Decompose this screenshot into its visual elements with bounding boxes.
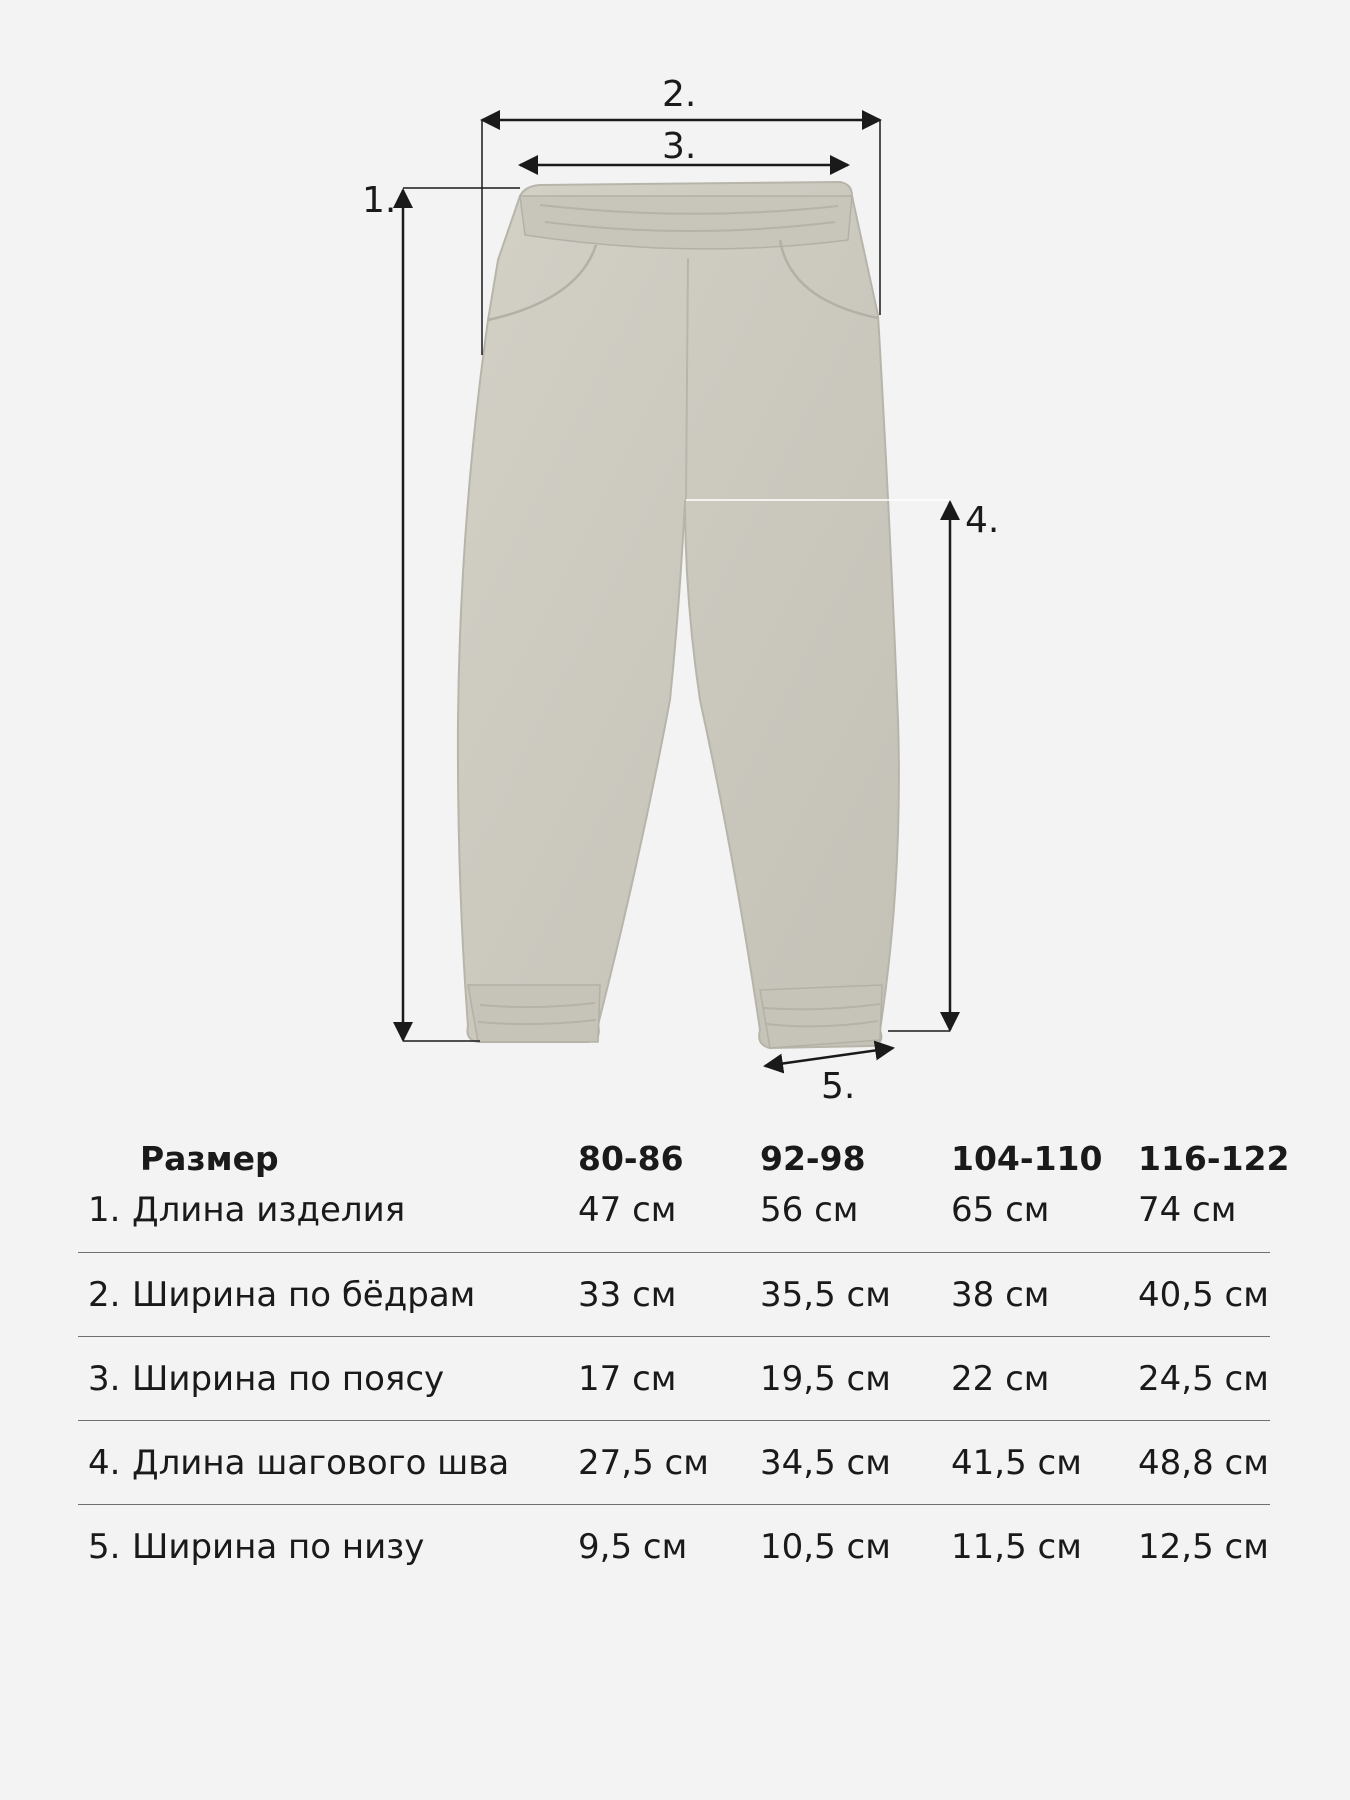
row-label	[78, 1337, 578, 1421]
row-label-text: Ширина по низу	[132, 1526, 425, 1567]
row-number: 3.	[88, 1358, 121, 1399]
measure-hem-line	[765, 1048, 893, 1066]
table-cell: 11,5 см	[951, 1505, 1138, 1589]
table-row	[78, 1505, 1270, 1589]
table-cell: 38 см	[951, 1253, 1138, 1337]
marker-3-label: 3.	[662, 126, 697, 167]
row-label-text: Ширина по поясу	[132, 1358, 445, 1399]
table-cell: 74 см	[1138, 1190, 1237, 1230]
table-row	[78, 1337, 1270, 1421]
row-label	[78, 1505, 578, 1589]
size-header-col: 104-110	[951, 1138, 1103, 1178]
size-header-col: 80-86	[578, 1138, 684, 1178]
table-cell: 41,5 см	[951, 1421, 1138, 1505]
table-cell: 34,5 см	[760, 1421, 951, 1505]
marker-2-label: 2.	[662, 74, 697, 115]
table-cell: 12,5 см	[1138, 1505, 1270, 1589]
table-cell: 27,5 см	[578, 1421, 760, 1505]
row-number: 5.	[88, 1526, 121, 1567]
table-cell: 22 см	[951, 1337, 1138, 1421]
table-row	[78, 1186, 1270, 1253]
table-cell: 33 см	[578, 1253, 760, 1337]
row-label	[78, 1253, 578, 1337]
size-table	[78, 1130, 1290, 1588]
table-header-row	[78, 1130, 1270, 1186]
table-cell: 19,5 см	[760, 1337, 951, 1421]
marker-5-label: 5.	[821, 1066, 856, 1107]
row-label-text: Длина изделия	[132, 1190, 406, 1230]
row-number: 2.	[88, 1274, 121, 1315]
size-header-label: Размер	[140, 1138, 279, 1178]
row-label-text: Ширина по бёдрам	[132, 1274, 476, 1315]
row-number: 4.	[88, 1442, 121, 1483]
table-cell: 35,5 см	[760, 1253, 951, 1337]
table-cell: 65 см	[951, 1190, 1050, 1230]
size-header-col: 116-122	[1138, 1138, 1290, 1178]
table-row	[78, 1253, 1270, 1337]
table-cell: 40,5 см	[1138, 1253, 1270, 1337]
row-label	[78, 1421, 578, 1505]
table-cell: 9,5 см	[578, 1505, 760, 1589]
marker-4-label: 4.	[965, 500, 1000, 541]
table-cell: 10,5 см	[760, 1505, 951, 1589]
table-cell: 47 см	[578, 1190, 677, 1230]
table-cell: 17 см	[578, 1337, 760, 1421]
row-label-text: Длина шагового шва	[132, 1442, 510, 1483]
size-header-col: 92-98	[760, 1138, 866, 1178]
pants-shape	[458, 182, 899, 1048]
marker-1-label: 1.	[362, 180, 397, 221]
table-cell: 48,8 см	[1138, 1421, 1270, 1505]
table-row	[78, 1421, 1270, 1505]
table-cell: 56 см	[760, 1190, 859, 1230]
row-label	[78, 1186, 578, 1253]
row-number: 1.	[88, 1190, 121, 1230]
table-cell: 24,5 см	[1138, 1337, 1270, 1421]
